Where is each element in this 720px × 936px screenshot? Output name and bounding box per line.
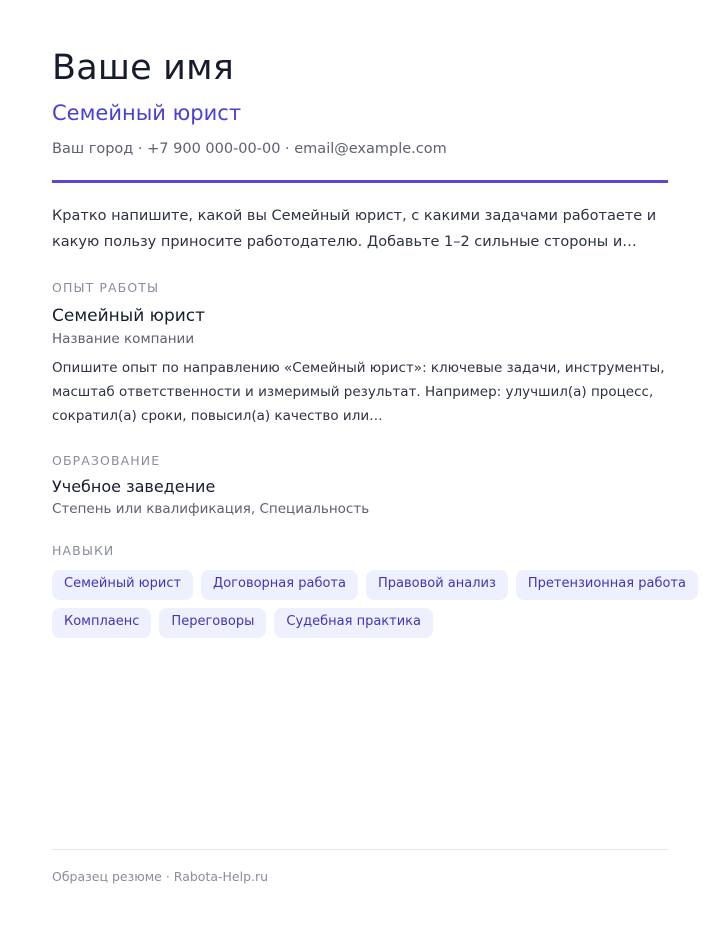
education-degree: Степень или квалификация, Специальность — [52, 501, 370, 517]
skill-chip: Договорная работа — [201, 570, 358, 600]
contact-line: Ваш город · +7 900 000-00-00 · email@example.com — [52, 141, 447, 157]
company-name: Название компании — [52, 331, 195, 347]
skill-chip: Переговоры — [159, 608, 266, 638]
education-heading: ОБРАЗОВАНИЕ — [52, 453, 161, 468]
skill-chip: Претензионная работа — [516, 570, 698, 600]
footer-text: Образец резюме · Rabota-Help.ru — [52, 869, 269, 884]
skills-row — [52, 608, 692, 638]
skill-chip: Семейный юрист — [52, 570, 193, 600]
candidate-position: Семейный юрист — [52, 101, 242, 125]
education-institution: Учебное заведение — [52, 477, 216, 496]
candidate-name: Ваше имя — [52, 48, 234, 88]
skills-heading: НАВЫКИ — [52, 543, 115, 558]
job-title: Семейный юрист — [52, 306, 206, 326]
job-description: Опишите опыт по направлению «Семейный юрист»: ключевые задачи, инструменты, масштаб ответственности и измеримый результат. Например: улучшил(а) процесс, сократил(а) сроки, повысил(а) качество или… — [52, 360, 665, 424]
skills-list — [52, 570, 692, 646]
resume-page — [52, 0, 686, 936]
skill-chip: Судебная практика — [274, 608, 433, 638]
skill-chip: Правовой анализ — [366, 570, 508, 600]
skill-chip: Комплаенс — [52, 608, 151, 638]
accent-divider — [52, 180, 668, 183]
summary-text: Кратко напишите, какой вы Семейный юрист, с какими задачами работаете и какую пользу приносите работодателю. Добавьте 1–2 сильные стороны и… — [52, 208, 657, 250]
skills-row — [52, 570, 692, 600]
footer-divider — [52, 849, 668, 850]
experience-heading: ОПЫТ РАБОТЫ — [52, 280, 160, 295]
